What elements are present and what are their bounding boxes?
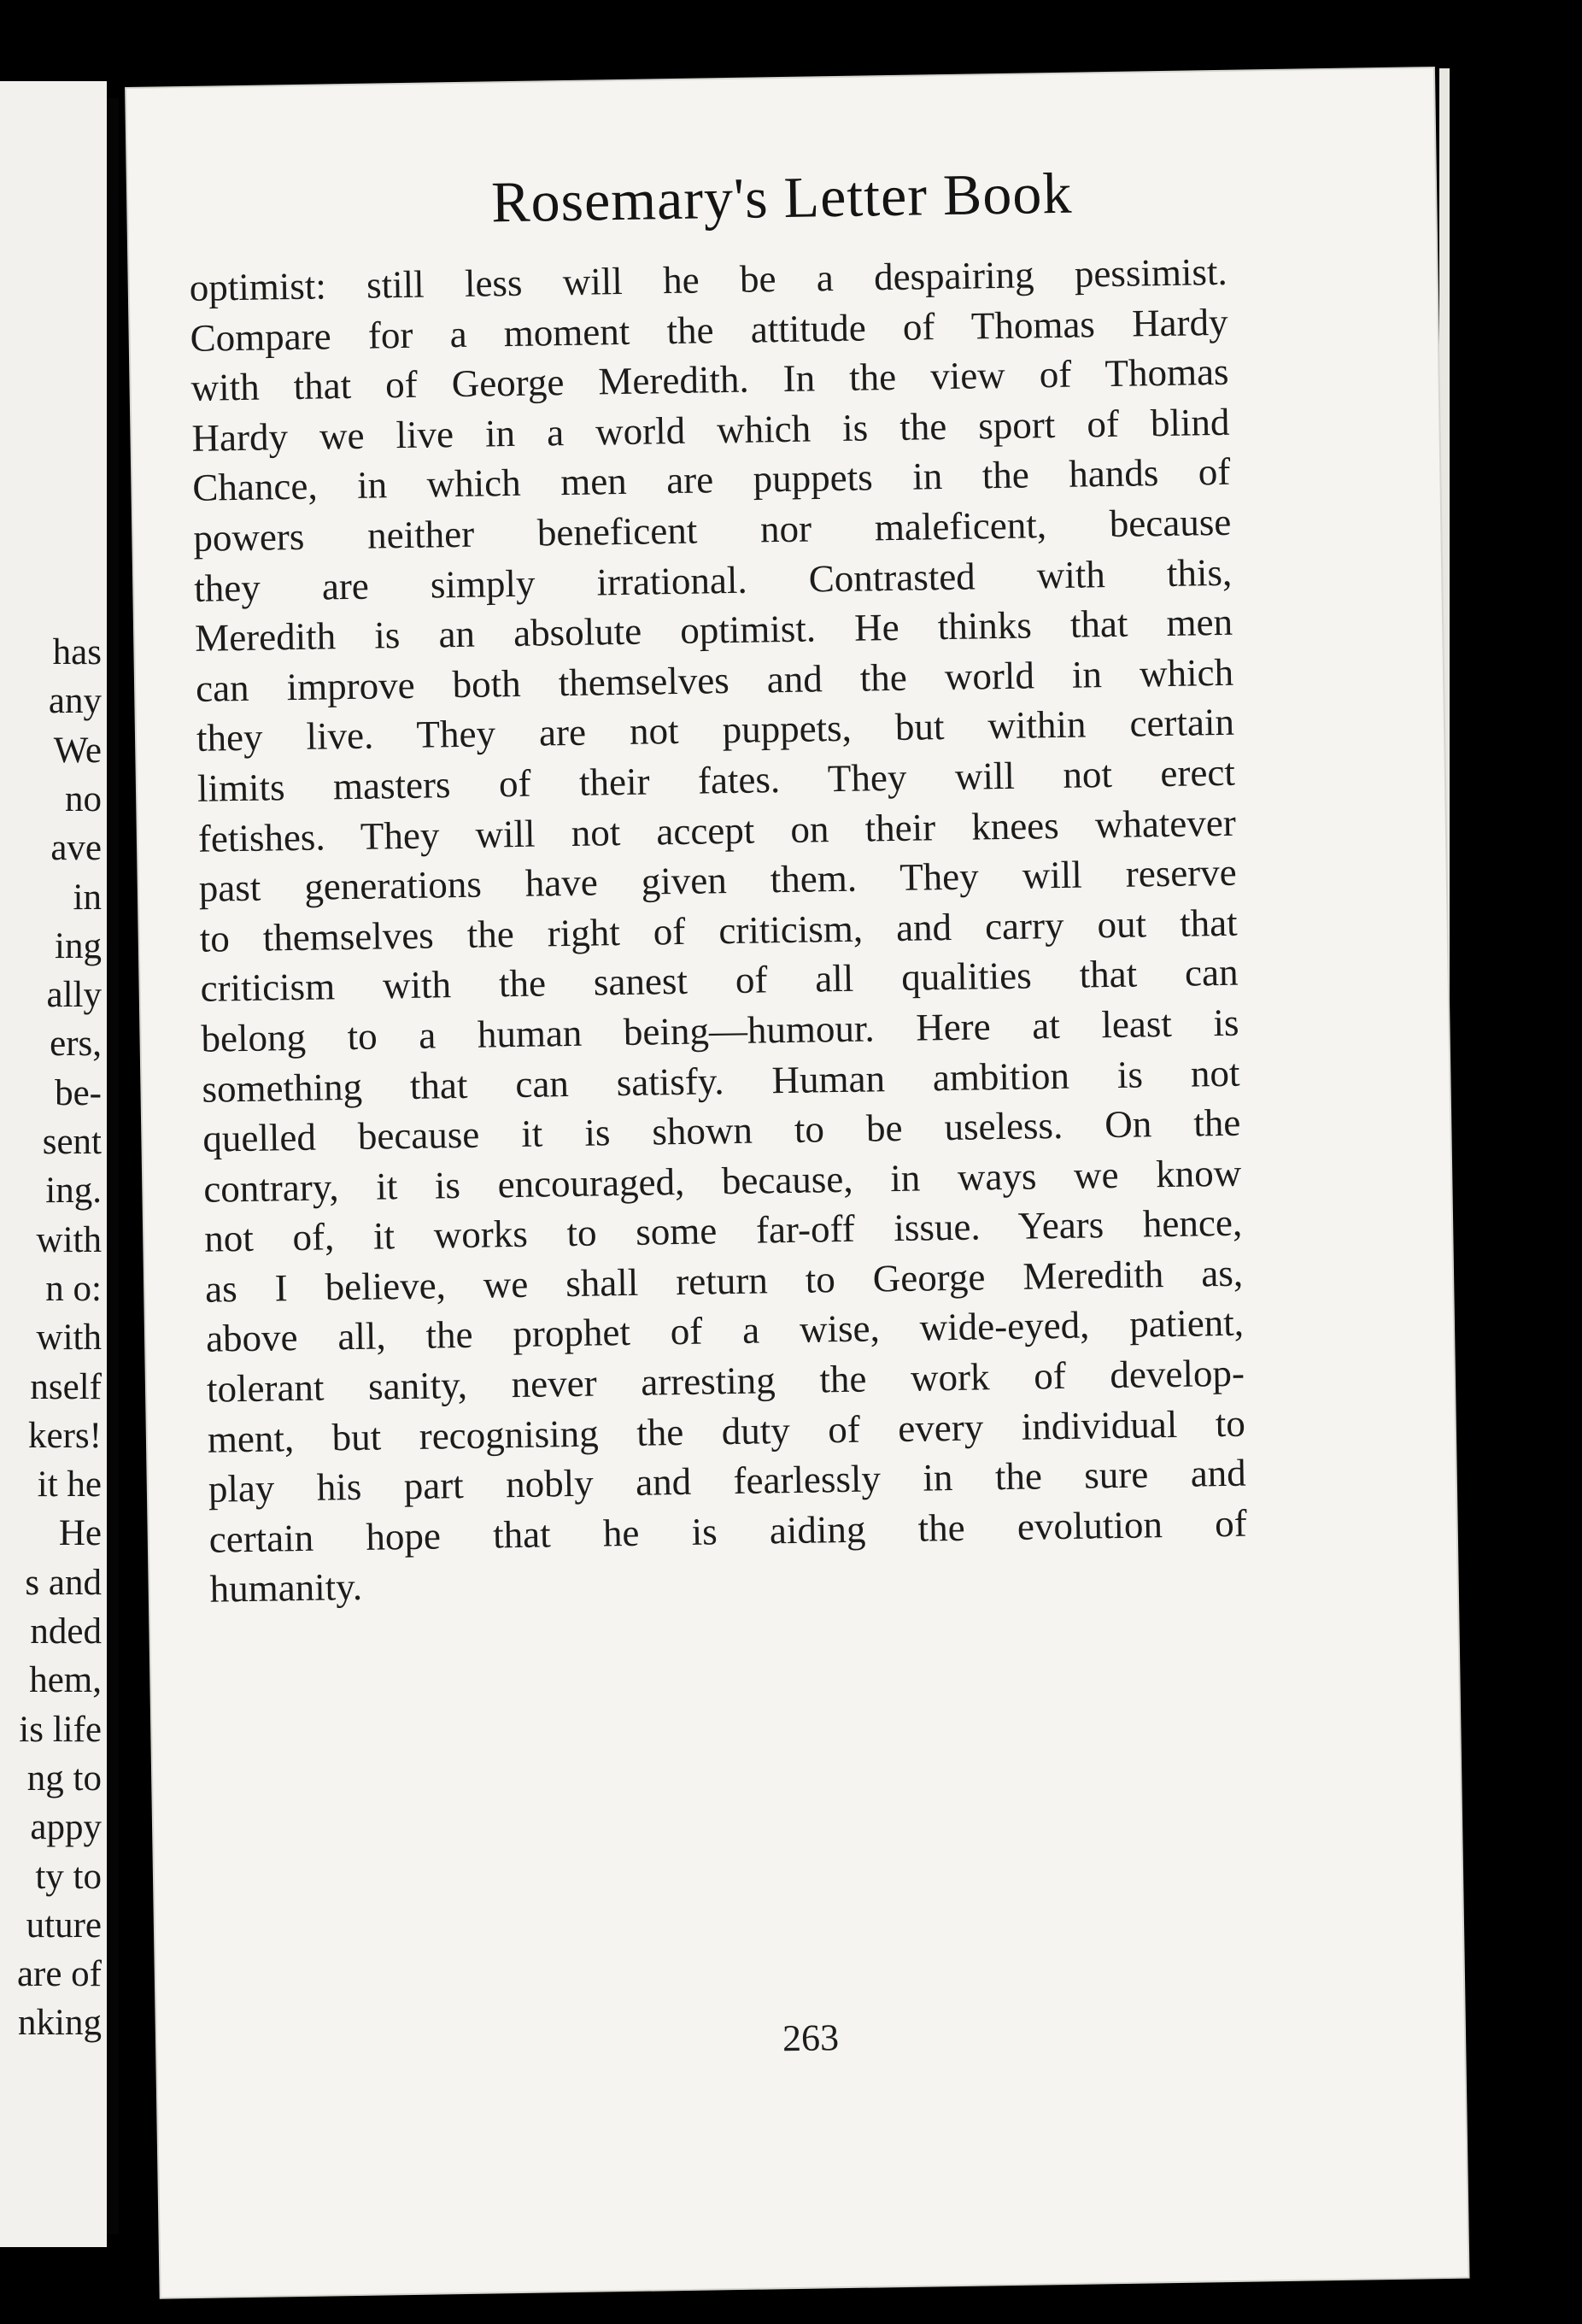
left-page-text-fragment: nded — [30, 1611, 102, 1652]
text-line: as I believe, we shall return to George Meredith as, — [204, 1251, 1244, 1311]
left-page-text-fragment: it he — [37, 1464, 102, 1505]
left-page-text-fragment: uture — [26, 1904, 102, 1945]
running-head: Rosemary's Letter Book — [490, 160, 1073, 235]
left-page-text-fragment: hem, — [29, 1660, 102, 1701]
text-line: criticism with the sanest of all qualities that can — [200, 951, 1239, 1011]
text-line: optimist: still less will he be a despairing pessimist. — [189, 249, 1228, 309]
left-page-text-fragment: with — [36, 1219, 102, 1260]
left-page-text-fragment: ers, — [50, 1024, 102, 1065]
left-page-text-fragment: ty to — [35, 1856, 102, 1897]
left-page-text-fragment: We — [53, 730, 102, 771]
left-page-text-fragment: He — [58, 1513, 102, 1554]
text-line: Hardy we live in a world which is the sport of blind — [191, 400, 1230, 460]
text-line: can improve both themselves and the world in which — [195, 650, 1234, 710]
book-gutter — [107, 98, 119, 2234]
left-page-text-fragment: ing — [55, 925, 102, 966]
previous-page-fragment — [0, 81, 107, 2247]
text-line: Meredith is an absolute optimist. He thinks that men — [194, 600, 1233, 660]
left-page-text-fragment: kers! — [28, 1415, 102, 1456]
text-line: contrary, it is encouraged, because, in ways we know — [202, 1151, 1242, 1211]
left-page-text-fragment: ng to — [26, 1758, 102, 1799]
left-page-text-fragment: ave — [50, 828, 102, 869]
text-line: limits masters of their fates. They will not erect — [196, 750, 1236, 810]
left-page-text-fragment: nself — [30, 1366, 102, 1407]
text-line: tolerant sanity, never arresting the work of develop- — [206, 1351, 1245, 1411]
page-number: 263 — [782, 2016, 840, 2060]
left-page-text-fragment: n o: — [45, 1268, 102, 1309]
text-line: to themselves the right of criticism, and carry out that — [199, 901, 1238, 960]
text-line: they are simply irrational. Contrasted with this, — [193, 550, 1233, 610]
left-page-text-fragment: ally — [46, 975, 102, 1016]
text-line: fetishes. They will not accept on their knees whatever — [197, 801, 1237, 860]
left-page-text-fragment: are of — [16, 1954, 102, 1995]
text-line: certain hope that he is aiding the evolution of — [208, 1501, 1248, 1561]
text-line: above all, the prophet of a wise, wide-eyed, patient, — [205, 1301, 1245, 1361]
page-body-text — [189, 247, 1248, 1615]
text-line: powers neither beneficent nor maleficent, because — [192, 500, 1232, 560]
left-page-text-fragment: with — [36, 1318, 102, 1359]
left-page-text-fragment: s and — [25, 1562, 102, 1603]
text-line: past generations have given them. They will reserve — [198, 850, 1238, 910]
text-line: Compare for a moment the attitude of Thomas Hardy — [190, 300, 1228, 360]
left-page-text-fragment: any — [48, 681, 102, 722]
book-page — [126, 68, 1468, 2298]
text-line: Chance, in which men are puppets in the hands of — [192, 450, 1231, 510]
text-line: not of, it works to some far-off issue. Years hence, — [203, 1200, 1243, 1261]
text-line: they live. They are not puppets, but within certain — [196, 701, 1235, 760]
left-page-text-fragment: appy — [30, 1807, 102, 1848]
left-page-text-fragment: nking — [18, 2003, 102, 2044]
text-line: play his part nobly and fearlessly in the sure and — [208, 1451, 1247, 1511]
text-line: ment, but recognising the duty of every individual to — [207, 1401, 1246, 1461]
text-line: humanity. — [209, 1565, 363, 1611]
text-line: quelled because it is shown to be useless. On the — [202, 1100, 1241, 1160]
left-page-text-fragment: sent — [42, 1122, 102, 1162]
text-line: something that can satisfy. Human ambition is not — [202, 1051, 1240, 1111]
text-line: belong to a human being—humour. Here at least is — [201, 1001, 1239, 1060]
left-page-text-fragment: no — [65, 778, 102, 819]
left-page-text-fragment: in — [73, 877, 102, 918]
left-page-text-fragment: is life — [19, 1709, 102, 1750]
left-page-text-fragment: has — [52, 632, 102, 672]
left-page-text-fragment: ing. — [45, 1171, 102, 1212]
left-page-text-fragment: be- — [55, 1072, 102, 1113]
text-line: with that of George Meredith. In the view of Thomas — [190, 349, 1229, 410]
